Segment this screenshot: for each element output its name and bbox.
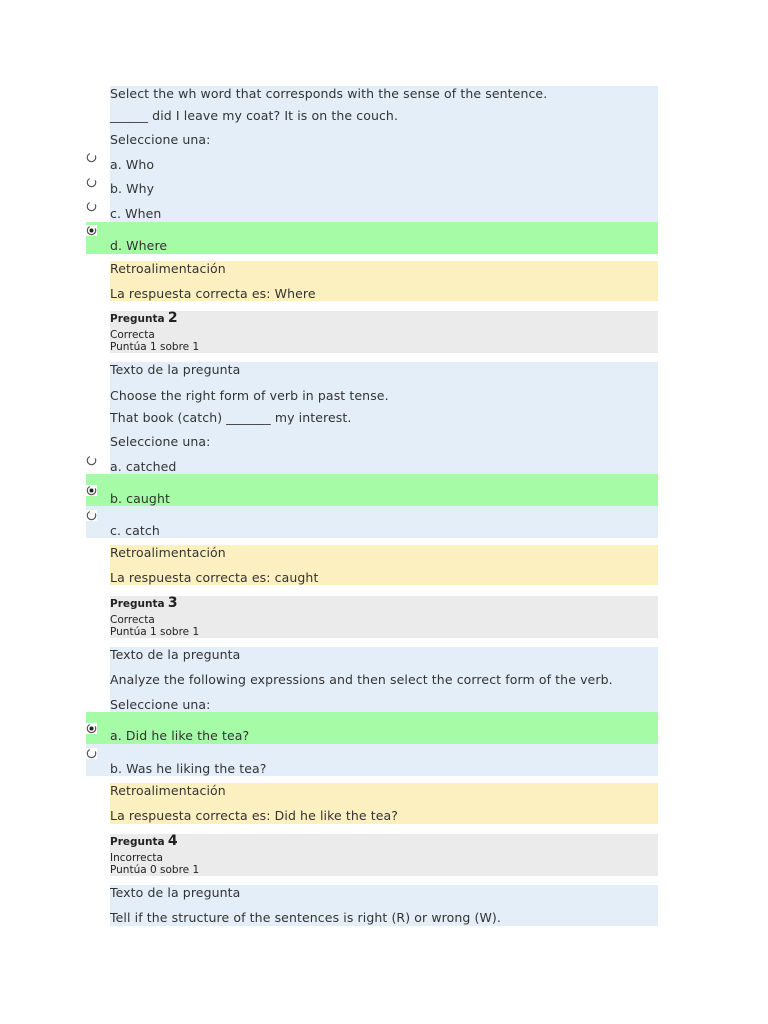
q1-radio-d-checked[interactable] <box>86 225 97 236</box>
q3-option-b[interactable]: b. Was he liking the tea? <box>110 761 267 776</box>
q2-feedback-answer: La respuesta correcta es: caught <box>110 570 319 585</box>
q2-option-b[interactable]: b. caught <box>110 491 170 506</box>
q3-option-a[interactable]: a. Did he like the tea? <box>110 728 250 743</box>
q3-heading <box>110 597 178 610</box>
q2-option-c-row <box>86 506 658 538</box>
q3-text-label: Texto de la pregunta <box>110 647 241 662</box>
q3-number: 3 <box>167 595 178 611</box>
q4-prompt: Tell if the structure of the sentences is right (R) or wrong (W). <box>110 910 501 925</box>
q4-heading <box>110 835 178 848</box>
q3-feedback-title: Retroalimentación <box>110 783 226 798</box>
q3-status: Correcta <box>110 614 155 626</box>
q4-label: Pregunta <box>110 836 165 848</box>
q1-prompt: Select the wh word that corresponds with the sense of the sentence. <box>110 86 548 101</box>
q3-prompt: Analyze the following expressions and then select the correct form of the verb. <box>110 672 613 687</box>
q3-label: Pregunta <box>110 598 165 610</box>
q3-radio-b[interactable] <box>86 748 97 759</box>
q2-radio-a[interactable] <box>86 455 97 466</box>
q1-option-b[interactable]: b. Why <box>110 181 155 196</box>
q2-text-label: Texto de la pregunta <box>110 362 241 377</box>
q2-feedback-title: Retroalimentación <box>110 545 226 560</box>
q1-select-label: Seleccione una: <box>110 132 211 147</box>
q2-select-label: Seleccione una: <box>110 434 211 449</box>
q4-status: Incorrecta <box>110 852 163 864</box>
q1-question-box <box>110 86 658 222</box>
q1-option-a[interactable]: a. Who <box>110 157 155 172</box>
q2-selected-row <box>86 474 658 506</box>
q4-text-label: Texto de la pregunta <box>110 885 241 900</box>
q2-option-c[interactable]: c. catch <box>110 523 160 538</box>
q2-heading <box>110 312 178 325</box>
q3-score: Puntúa 1 sobre 1 <box>110 626 200 638</box>
q2-label: Pregunta <box>110 313 165 325</box>
q3-select-label: Seleccione una: <box>110 697 211 712</box>
q1-feedback-title: Retroalimentación <box>110 261 226 276</box>
q2-score: Puntúa 1 sobre 1 <box>110 341 200 353</box>
q2-option-a[interactable]: a. catched <box>110 459 177 474</box>
q4-number: 4 <box>167 833 178 849</box>
q3-radio-a-checked[interactable] <box>86 723 97 734</box>
q1-radio-c[interactable] <box>86 201 97 212</box>
q2-number: 2 <box>167 310 178 326</box>
q1-feedback-answer: La respuesta correcta es: Where <box>110 286 316 301</box>
q1-radio-a[interactable] <box>86 152 97 163</box>
q1-radio-b[interactable] <box>86 177 97 188</box>
q2-sentence: That book (catch) _______ my interest. <box>110 410 352 425</box>
q2-status: Correcta <box>110 329 155 341</box>
q1-sentence: ______ did I leave my coat? It is on the couch. <box>110 108 399 123</box>
q1-option-c[interactable]: c. When <box>110 206 162 221</box>
q4-score: Puntúa 0 sobre 1 <box>110 864 200 876</box>
q1-selected-row <box>86 222 658 254</box>
q2-radio-b-checked[interactable] <box>86 485 97 496</box>
q2-radio-c[interactable] <box>86 510 97 521</box>
q1-option-d[interactable]: d. Where <box>110 238 168 253</box>
q3-feedback-answer: La respuesta correcta es: Did he like the tea? <box>110 808 399 823</box>
q2-prompt: Choose the right form of verb in past tense. <box>110 388 389 403</box>
